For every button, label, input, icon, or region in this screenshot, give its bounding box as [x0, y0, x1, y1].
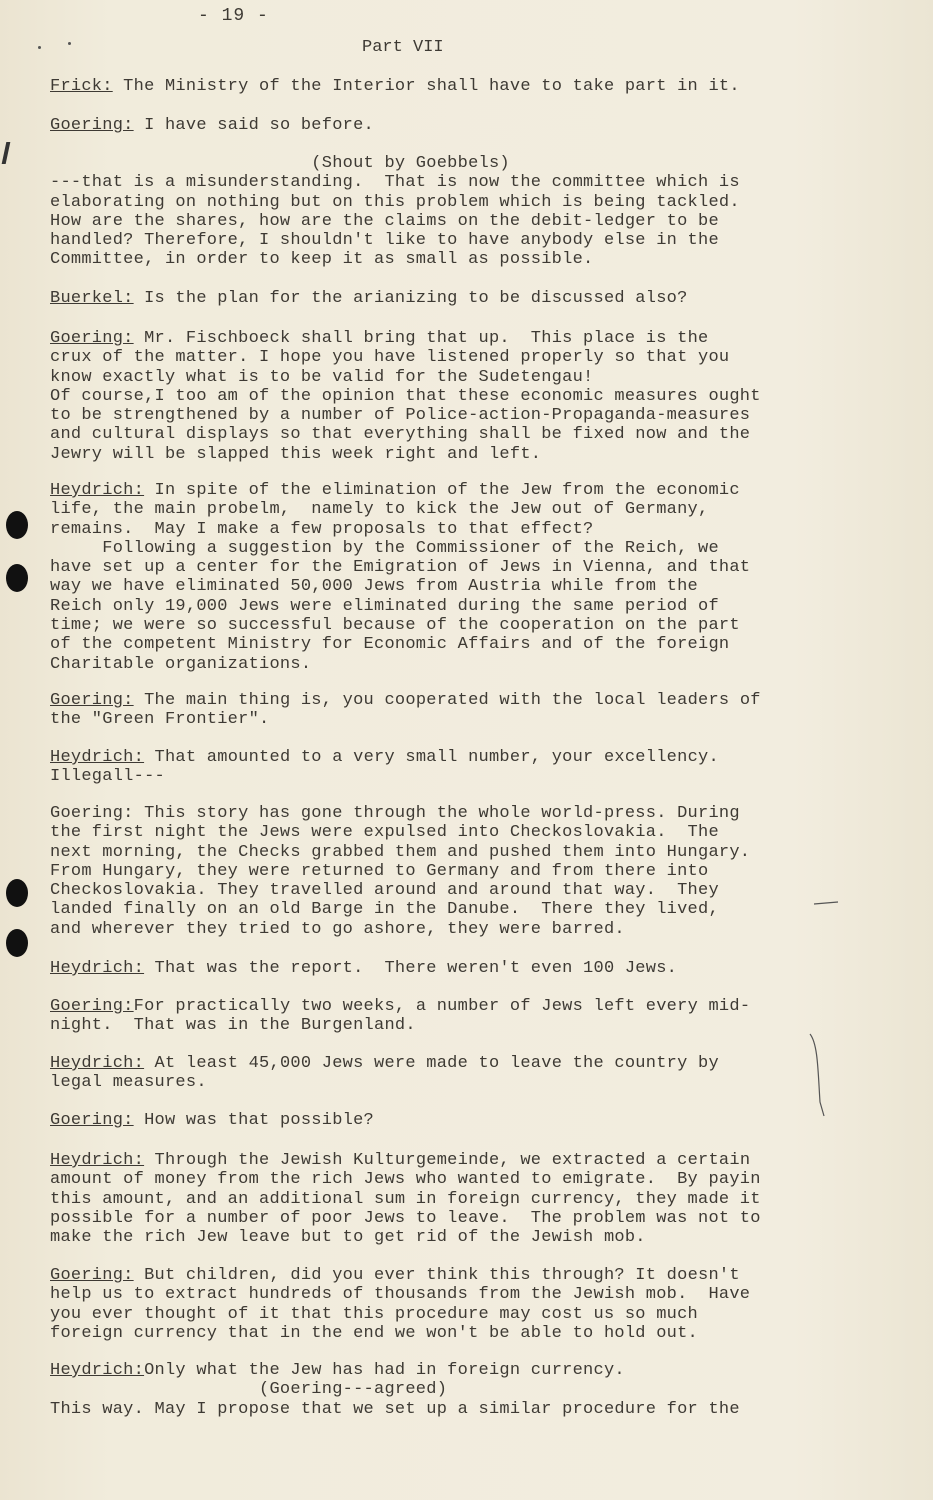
paragraph-line: (Shout by Goebbels)	[50, 154, 510, 173]
paragraph-line: Reich only 19,000 Jews were eliminated during the same period of	[50, 596, 719, 616]
paragraph-line: Illegall---	[50, 767, 165, 787]
ink-speck	[38, 46, 41, 49]
speaker-name: Heydrich:	[50, 748, 145, 767]
paragraph-line: Is the plan for the arianizing to be discussed also?	[133, 289, 688, 308]
paragraph-line: How are the shares, how are the claims on the debit-ledger to be	[50, 211, 719, 231]
speaker-name: Frick:	[50, 77, 113, 96]
margin-tick-mark	[2, 142, 11, 164]
paragraph-line: Following a suggestion by the Commissioner of the Reich, we	[50, 538, 719, 558]
paragraph-line: Checkoslovakia. They travelled around and around that way. They	[50, 881, 719, 901]
paragraph	[50, 691, 850, 730]
page-number: - 19 -	[198, 6, 269, 26]
paragraph	[50, 481, 850, 674]
paragraph-line: But children, did you ever think this through? It doesn't	[133, 1266, 740, 1285]
paragraph-line: This way. May I propose that we set up a similar procedure for the	[50, 1399, 740, 1419]
paragraph-line: elaborating on nothing but on this problem which is being tackled.	[50, 192, 740, 212]
paragraph-line: Of course,I too am of the opinion that these economic measures ought	[50, 386, 761, 406]
speaker-name: Goering:	[50, 1111, 134, 1130]
paragraph-line: For practically two weeks, a number of Jews left every mid-	[133, 997, 751, 1016]
part-title: Part VII	[362, 38, 444, 57]
paragraph	[50, 1054, 850, 1093]
speaker-name: Heydrich:	[50, 959, 145, 978]
paragraph-line: landed finally on an old Barge in the Danube. There they lived,	[50, 900, 719, 920]
paragraph-line: Goering: This story has gone through the whole world-press. During	[50, 804, 740, 823]
paragraph	[50, 804, 850, 939]
paragraph-line: Mr. Fischboeck shall bring that up. This place is the	[133, 329, 709, 348]
paragraph-line: That was the report. There weren't even 100 Jews.	[144, 959, 678, 978]
paragraph-line: How was that possible?	[133, 1111, 375, 1130]
paragraph-line: and cultural displays so that everything shall be fixed now and the	[50, 425, 751, 445]
paragraph	[50, 1266, 850, 1343]
paragraph-line: way we have eliminated 50,000 Jews from Austria while from the	[50, 577, 699, 597]
speaker-name: Heydrich:	[50, 1054, 145, 1073]
speaker-name: Heydrich:	[50, 481, 145, 500]
speaker-name: Goering:	[50, 116, 134, 135]
paragraph-line: Charitable organizations.	[50, 654, 312, 674]
punch-hole	[6, 879, 28, 907]
paragraph-line: Committee, in order to keep it as small as possible.	[50, 250, 594, 270]
punch-hole	[6, 511, 28, 539]
paragraph-line: next morning, the Checks grabbed them and pushed them into Hungary.	[50, 842, 751, 862]
paragraph	[50, 959, 850, 978]
paragraph-line: the first night the Jews were expulsed into Checkoslovakia. The	[50, 823, 719, 843]
paragraph-line: (Goering---agreed)	[50, 1380, 448, 1400]
paragraph-line: The Ministry of the Interior shall have to take part in it.	[112, 77, 740, 96]
paragraph	[50, 77, 850, 96]
speaker-name: Goering:	[50, 329, 134, 348]
paragraph	[50, 116, 850, 135]
speaker-name: Heydrich:	[50, 1151, 145, 1170]
paragraph-line: possible for a number of poor Jews to leave. The problem was not to	[50, 1208, 761, 1228]
paragraph	[50, 997, 850, 1036]
paragraph	[50, 1151, 850, 1247]
paragraph-line: In spite of the elimination of the Jew from the economic	[144, 481, 740, 500]
punch-hole	[6, 929, 28, 957]
speaker-name: Goering:	[50, 997, 134, 1016]
paragraph-line: and wherever they tried to go ashore, they were barred.	[50, 919, 625, 939]
paragraph-line: From Hungary, they were returned to Germany and from there into	[50, 861, 709, 881]
punch-hole	[6, 564, 28, 592]
paragraph-line: you ever thought of it that this procedure may cost us so much	[50, 1304, 699, 1324]
ink-speck	[68, 42, 71, 45]
paragraph-line: know exactly what is to be valid for the Sudetengau!	[50, 367, 594, 387]
paragraph	[50, 1111, 850, 1130]
paragraph	[50, 154, 850, 270]
paragraph-line: Only what the Jew has had in foreign currency.	[144, 1361, 625, 1380]
speaker-name: Goering:	[50, 691, 134, 710]
paragraph-line: handled? Therefore, I shouldn't like to have anybody else in the	[50, 231, 719, 251]
paragraph-line: At least 45,000 Jews were made to leave the country by	[144, 1054, 719, 1073]
paragraph	[50, 289, 850, 308]
paragraph-line: time; we were so successful because of the cooperation on the part	[50, 616, 740, 636]
paragraph-line: of the competent Ministry for Economic Affairs and of the foreign	[50, 635, 730, 655]
paragraph-line: make the rich Jew leave but to get rid of the Jewish mob.	[50, 1228, 646, 1248]
paragraph	[50, 329, 850, 464]
paragraph-line: remains. May I make a few proposals to that effect?	[50, 519, 594, 539]
paragraph-line: Jewry will be slapped this week right and left.	[50, 444, 542, 464]
paragraph-line: The main thing is, you cooperated with the local leaders of	[133, 691, 761, 710]
paragraph-line: the "Green Frontier".	[50, 710, 270, 730]
paragraph-line: crux of the matter. I hope you have listened properly so that you	[50, 348, 730, 368]
speaker-name: Buerkel:	[50, 289, 134, 308]
paragraph-line: foreign currency that in the end we won't be able to hold out.	[50, 1323, 699, 1343]
speaker-name: Goering:	[50, 1266, 134, 1285]
paragraph-line: legal measures.	[50, 1073, 207, 1093]
paragraph	[50, 748, 850, 787]
speaker-name: Heydrich:	[50, 1361, 145, 1380]
paragraph-line: this amount, and an additional sum in foreign currency, they made it	[50, 1189, 761, 1209]
paragraph-line: life, the main probelm, namely to kick the Jew out of Germany,	[50, 500, 709, 520]
paragraph-line: amount of money from the rich Jews who wanted to emigrate. By payin	[50, 1170, 761, 1190]
paragraph	[50, 1361, 850, 1419]
paragraph-line: night. That was in the Burgenland.	[50, 1016, 416, 1036]
paragraph-line: to be strengthened by a number of Police-action-Propaganda-measures	[50, 406, 751, 426]
paragraph-line: ---that is a misunderstanding. That is now the committee which is	[50, 173, 740, 193]
paragraph-line: I have said so before.	[133, 116, 375, 135]
paragraph-line: That amounted to a very small number, your excellency.	[144, 748, 719, 767]
paragraph-line: help us to extract hundreds of thousands from the Jewish mob. Have	[50, 1285, 751, 1305]
paragraph-line: Through the Jewish Kulturgemeinde, we extracted a certain	[144, 1151, 751, 1170]
paragraph-line: have set up a center for the Emigration of Jews in Vienna, and that	[50, 558, 751, 578]
